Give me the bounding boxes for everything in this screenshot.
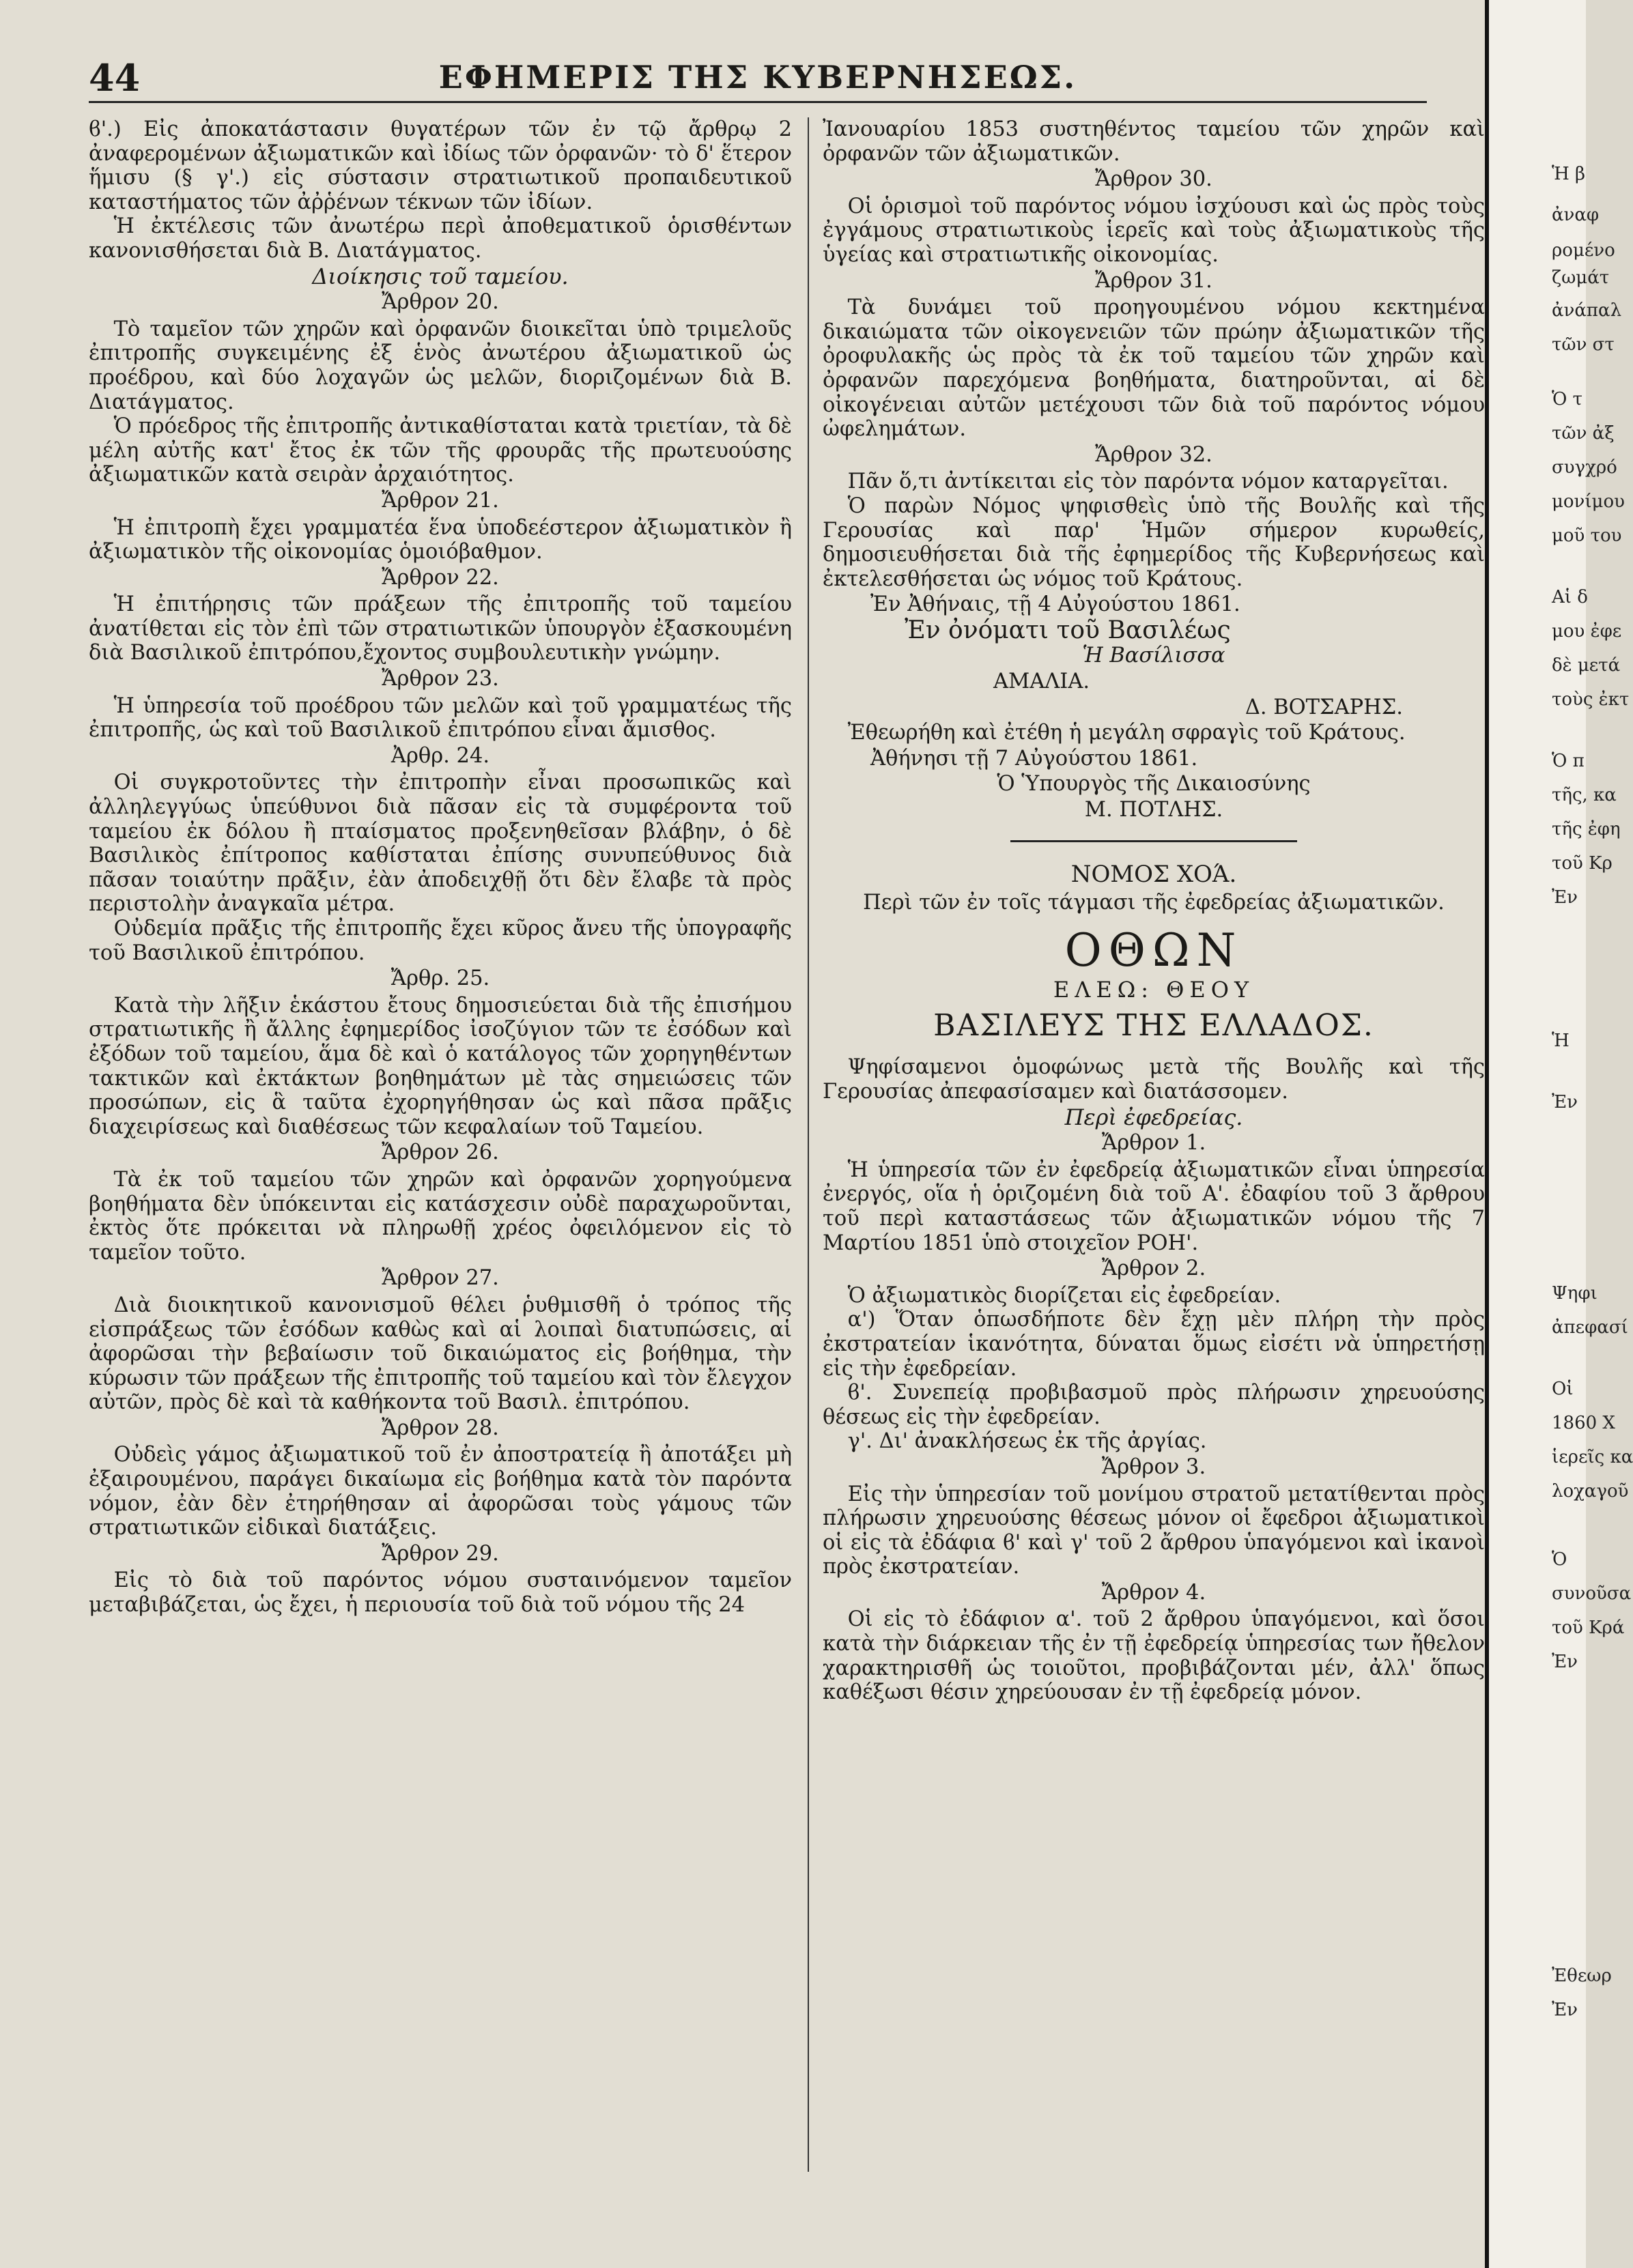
edge-fragment: ἀναφ (1552, 205, 1600, 225)
article-heading: Ἄρθρον 20. (382, 290, 499, 315)
paragraph: Ἡ ὑπηρεσία τῶν ἐν ἐφεδρείᾳ ἀξιωματικῶν εἶναι ὑπηρεσία ἐνεργός, οἵα ἡ ὁριζομένη διὰ τοῦ Α'. ἐδαφίου τοῦ 3 ἄρθρου τοῦ περὶ καταστάσεως τῶν ἀξιωματικῶν νόμου τῆς 7 Μαρτίου 1851 ὑπὸ στοιχεῖον ΡΟΗ'. (823, 1158, 1485, 1255)
law-title: Περὶ τῶν ἐν τοῖς τάγμασι τῆς ἐφεδρείας ἀξιωματικῶν. (863, 891, 1445, 915)
edge-fragment: ἀπεφασί (1552, 1317, 1628, 1338)
edge-fragment: Ὁ (1552, 1549, 1567, 1570)
paragraph: Τὰ δυνάμει τοῦ προηγουμένου νόμου κεκτημένα δικαιώματα τῶν οἰκογενειῶν τῶν πρώην ἀξιωματικῶν τῆς ὀροφυλακῆς ὡς πρὸς τὰ ἐκ τοῦ ταμείου τῶν χηρῶν καὶ ὀρφανῶν παρεχόμενα βοηθήματα, διατηροῦνται, αἱ δὲ οἰκογένειαι αὐτῶν μετέχουσι τῶν διὰ τοῦ παρόντος νόμου ὠφελημάτων. (823, 296, 1485, 442)
paragraph: Ψηφίσαμενοι ὁμοφώνως μετὰ τῆς Βουλῆς καὶ τῆς Γερουσίας ἀπεφασίσαμεν καὶ διατάσσομεν. (823, 1055, 1485, 1104)
article-heading: Ἄρθρον 30. (1095, 167, 1212, 192)
paragraph: γ'. Δι' ἀνακλήσεως ἐκ τῆς ἀργίας. (847, 1429, 1207, 1454)
date-line: Ἀθήνησι τῇ 7 Αὐγούστου 1861. (870, 746, 1198, 771)
seal-note: Ἐθεωρήθη καὶ ἐτέθη ἡ μεγάλη σφραγὶς τοῦ Κράτους. (847, 721, 1406, 745)
paragraph: Οὐδεμία πρᾶξις τῆς ἐπιτροπῆς ἔχει κῦρος ἄνευ τῆς ὑπογραφῆς τοῦ Βασιλικοῦ ἐπιτρόπου. (89, 917, 792, 965)
edge-fragment: 1860 Χ (1552, 1413, 1615, 1433)
paragraph: Ἰανουαρίου 1853 συστηθέντος ταμείου τῶν χηρῶν καὶ ὀρφανῶν τῶν ἀξιωματικῶν. (823, 117, 1485, 166)
edge-fragment: Ψηφι (1552, 1283, 1598, 1304)
paragraph: Τὸ ταμεῖον τῶν χηρῶν καὶ ὀρφανῶν διοικεῖται ὑπὸ τριμελοῦς ἐπιτροπῆς συγκειμένης ἐξ ἑνὸς ἀνωτέρου ἀξιωματικοῦ ὡς προέδρου, καὶ δύο λοχαγῶν ὡς μελῶν, διοριζομένων διὰ Β. Διατάγματος. (89, 317, 792, 414)
date-line: Ἐν Ἀθήναις, τῇ 4 Αὐγούστου 1861. (870, 592, 1240, 617)
edge-fragment: ἱερεῖς κα (1552, 1447, 1633, 1467)
king-title: ΒΑΣΙΛΕΥΣ ΤΗΣ ΕΛΛΑΔΟΣ. (933, 1008, 1374, 1044)
section-rule (1010, 840, 1297, 842)
edge-fragment: τῆς, κα (1552, 785, 1617, 805)
article-heading: Ἄρθρον 22. (382, 565, 499, 590)
paragraph: Κατὰ τὴν λῆξιν ἑκάστου ἔτους δημοσιεύεται διὰ τῆς ἐπισήμου στρατιωτικῆς ἢ ἄλλης ἐφημερίδος ἰσοζύγιον τῶν τε ἐσόδων καὶ ἐξόδων τοῦ ταμείου, ἅμα δὲ καὶ ὁ κατάλογος τῶν χορηγηθέντων τακτικῶν καὶ ἐκτάκτων βοηθημάτων μὲ τὰς σημειώσεις τῶν προσώπων, εἰς ἃ ταῦτα ἐχορηγήθησαν ὡς καὶ πᾶσα πρᾶξις διαχειρίσεως καὶ διαθέσεως τῶν κεφαλαίων τοῦ Ταμείου. (89, 993, 792, 1139)
edge-fragment: συνοῦσα (1552, 1583, 1632, 1604)
edge-fragment: τῶν στ (1552, 334, 1615, 355)
edge-fragment: τῶν ἀξ (1552, 423, 1615, 444)
header-rule (89, 101, 1427, 103)
edge-fragment: Ἡ β (1552, 164, 1586, 184)
signature-heading: Ἐν ὀνόματι τοῦ Βασιλέως (905, 616, 1231, 644)
edge-fragment: τῆς ἐφη (1552, 819, 1621, 839)
adjacent-page-edge (1485, 0, 1633, 2268)
paragraph: Ὁ ἀξιωματικὸς διορίζεται εἰς ἐφεδρείαν. (847, 1283, 1281, 1308)
paragraph: Ἡ ἐκτέλεσις τῶν ἀνωτέρω περὶ ἀποθεματικοῦ ὁρισθέντων κανονισθήσεται διὰ Β. Διατάγματος. (89, 214, 792, 263)
article-heading: Ἄρθρον 31. (1095, 268, 1212, 293)
edge-fragment: τοῦ Κρά (1552, 1618, 1625, 1638)
edge-fragment: δὲ μετά (1552, 655, 1621, 676)
newspaper-title: ΕΦΗΜΕΡΙΣ ΤΗΣ ΚΥΒΕΡΝΗΣΕΩΣ. (438, 59, 1077, 96)
paragraph: Τὰ ἐκ τοῦ ταμείου τῶν χηρῶν καὶ ὀρφανῶν χορηγούμενα βοηθήματα δὲν ὑπόκεινται εἰς κατάσχεσιν οὐδὲ παραχωροῦνται, ἐκτὸς ὅτε πρόκειται νὰ πληρωθῇ χρέος ὀφειλόμενον εἰς τὸ ταμεῖον τοῦτο. (89, 1167, 792, 1265)
article-heading: Ἄρθρον 29. (382, 1541, 499, 1566)
article-heading: Ἄρθρον 3. (1101, 1454, 1206, 1479)
article-heading: Ἄρθρον 1. (1101, 1131, 1206, 1155)
article-heading: Ἄρθρον 4. (1101, 1580, 1206, 1605)
edge-fragment: τοὺς ἐκτ (1552, 689, 1630, 710)
edge-fragment: λοχαγοῦ (1552, 1481, 1629, 1502)
paragraph: ϐ'. Συνεπείᾳ προβιβασμοῦ πρὸς πλήρωσιν χηρευούσης θέσεως εἰς τὴν ἐφεδρείαν. (823, 1381, 1485, 1429)
edge-fragment: Ἐν (1552, 1652, 1578, 1672)
article-heading: Ἄρθρον 32. (1095, 442, 1212, 467)
edge-fragment: ρομένο (1552, 240, 1615, 261)
left-column (89, 117, 792, 1618)
paragraph: Οἱ εἰς τὸ ἐδάφιον α'. τοῦ 2 ἄρθρου ὑπαγόμενοι, καὶ ὅσοι κατὰ τὴν διάρκειαν τῆς ἐν τῇ ἐφεδρείᾳ ὑπηρεσίας των ἤθελον χαρακτηρισθῆ ὡς τοιοῦτοι, προβιβάζονται μέν, ἀλλ' ὅπως καθέξωσι θέσιν χηρεύουσαν ἐν τῇ ἐφεδρείᾳ μόνον. (823, 1607, 1485, 1705)
law-number: ΝΟΜΟΣ ΧΟΆ. (1070, 860, 1237, 888)
edge-fragment: Ὁ τ (1552, 389, 1582, 410)
article-heading: Ἄρθρον 21. (382, 488, 499, 513)
paragraph: Οἱ ὁρισμοὶ τοῦ παρόντος νόμου ἰσχύουσι καὶ ὡς πρὸς τοὺς ἐγγάμους στρατιωτικοὺς ἱερεῖς καὶ τοὺς ἀξιωματικοὺς τῆς ὑγείας καὶ στρατιωτικῆς οἰκονομίας. (823, 194, 1485, 267)
edge-fragment: ζωμάτ (1552, 268, 1610, 288)
section-heading: Περὶ ἐφεδρείας. (1064, 1104, 1243, 1130)
right-column (823, 117, 1485, 1705)
paragraph: Οἱ συγκροτοῦντες τὴν ἐπιτροπὴν εἶναι προσωπικῶς καὶ ἀλληλεγγύως ὑπεύθυνοι διὰ πᾶσαν εἰς τὰ συμφέροντα τοῦ ταμείου ἐκ δόλου ἢ πταίσματος προξενηθεῖσαν βλάβην, ὁ δὲ Βασιλικὸς ἐπίτροπος καθίσταται ἐπίσης συνυπεύθυνος διὰ πᾶσαν τοιαύτην πρᾶξιν, ἐὰν ἀποδειχθῇ ὅτι δὲν ἔλαβε τὰ πρὸς περιστολὴν ἀναγκαῖα μέτρα. (89, 771, 792, 917)
edge-fragment: ἀνάπαλ (1552, 300, 1622, 321)
edge-fragment: συγχρό (1552, 457, 1617, 478)
article-heading: Ἄρθρον 2. (1101, 1257, 1206, 1281)
article-heading: Ἄρθρον 27. (382, 1266, 499, 1291)
king-name: ΟΘΩΝ (1064, 923, 1243, 977)
edge-fragment: Ὁ π (1552, 751, 1585, 771)
edge-fragment: τοῦ Κρ (1552, 853, 1613, 874)
article-heading: Ἄρθρον 23. (382, 667, 499, 691)
paragraph: Ἡ ἐπιτροπὴ ἔχει γραμματέα ἕνα ὑποδεέστερον ἀξιωματικὸν ἢ ἀξιωματικὸν τῆς οἰκονομίας ὁμοιόβαθμον. (89, 515, 792, 564)
edge-fragment: μοῦ του (1552, 526, 1622, 546)
column-divider (808, 117, 809, 2172)
paragraph: Διὰ διοικητικοῦ κανονισμοῦ θέλει ῥυθμισθῆ ὁ τρόπος τῆς εἰσπράξεως τῶν ἐσόδων καθὼς καὶ αἱ λοιπαὶ διατυπώσεις, αἱ ἀφορῶσαι τὴν βεβαίωσιν τοῦ δικαιώματος εἰς βοήθημα, τὴν κύρωσιν τῶν πράξεων τῆς ἐπιτροπῆς τοῦ ταμείου καὶ τὸν ἔλεγχον αὐτῶν, πρὸς δὲ καὶ τὰ καθήκοντα τοῦ Βασιλ. ἐπιτρόπου. (89, 1293, 792, 1415)
article-heading: Ἀρθρ. 24. (390, 743, 490, 768)
paragraph: ϐ'.) Εἰς ἀποκατάστασιν θυγατέρων τῶν ἐν τῷ ἄρθρῳ 2 ἀναφερομένων ἀξιωματικῶν καὶ ἰδίως τῶν ὀρφανῶν· τὸ δ' ἕτερον ἥμισυ (§ γ'.) εἰς σύστασιν στρατιωτικοῦ προπαιδευτικοῦ καταστήματος τῶν ἀῤῥένων τέκνων τῶν ἰδίων. (89, 117, 792, 214)
edge-fragment: Οἱ (1552, 1379, 1574, 1399)
queen-title: Ἡ Βασίλισσα (1082, 644, 1225, 668)
edge-fragment: μου ἐφε (1552, 621, 1622, 642)
edge-fragment: Ἡ (1552, 1031, 1570, 1051)
article-heading: Ἄρθρον 28. (382, 1416, 499, 1440)
paragraph: Ὁ παρὼν Νόμος ψηφισθεὶς ὑπὸ τῆς Βουλῆς καὶ τῆς Γερουσίας καὶ παρ' Ἡμῶν σήμερον κυρωθείς, δημοσιευθήσεται διὰ τῆς ἐφημερίδος τῆς Κυβερνήσεως καὶ ἐκτελεσθήσεται ὡς νόμος τοῦ Κράτους. (823, 493, 1485, 591)
page-number: 44 (89, 56, 141, 100)
paragraph: Ἡ ὑπηρεσία τοῦ προέδρου τῶν μελῶν καὶ τοῦ γραμματέως τῆς ἐπιτροπῆς, ὡς καὶ τοῦ Βασιλικοῦ ἐπιτρόπου εἶναι ἄμισθος. (89, 693, 792, 743)
edge-fragment: Ἐν (1552, 2000, 1578, 2020)
paragraph: Εἰς τὸ διὰ τοῦ παρόντος νόμου συσταινόμενον ταμεῖον μεταβιβάζεται, ὡς ἔχει, ἡ περιουσία τοῦ διὰ τοῦ νόμου τῆς 24 (89, 1568, 792, 1618)
paragraph: Εἰς τὴν ὑπηρεσίαν τοῦ μονίμου στρατοῦ μετατίθενται πρὸς πλήρωσιν χηρευούσης θέσεως μόνον οἱ ἔφεδροι ἀξιωματικοὶ οἱ εἰς τὰ ἐδάφια ϐ' καὶ γ' τοῦ 2 ἄρθρου ὑπαγόμενοι καὶ ἱκανοὶ πρὸς ἐκστρατείαν. (823, 1482, 1485, 1579)
section-heading: Διοίκησις τοῦ ταμείου. (312, 263, 569, 289)
paragraph: Οὐδεὶς γάμος ἀξιωματικοῦ τοῦ ἐν ἀποστρατείᾳ ἢ ἀποτάξει μὴ ἐξαιρουμένου, παράγει δικαίωμα εἰς βοήθημα κατὰ τὸν παρόντα νόμον, ἐὰν δὲν ἐτηρήθησαν αἱ ἀφορῶσαι τοὺς γάμους τῶν στρατιωτικῶν εἰδικαὶ διατάξεις. (89, 1443, 792, 1540)
paragraph: α') Ὅταν ὁπωσδήποτε δὲν ἔχῃ μὲν πλήρη τὴν πρὸς ἐκστρατείαν ἱκανότητα, δύναται ὅμως εἰσέτι νὰ ὑπηρετήσῃ εἰς τὴν ἐφεδρείαν. (823, 1308, 1485, 1381)
paragraph: Ἡ ἐπιτήρησις τῶν πράξεων τῆς ἐπιτροπῆς τοῦ ταμείου ἀνατίθεται εἰς τὸν ἐπὶ τῶν στρατιωτικῶν ὑπουργὸν ἐξασκουμένη διὰ Βασιλικοῦ ἐπιτρόπου,ἔχοντος συμβουλευτικὴν γνώμην. (89, 592, 792, 665)
page-header (82, 49, 1434, 104)
minister-title: Ὁ Ὑπουργὸς τῆς Δικαιοσύνης (997, 772, 1311, 796)
edge-fragment: Αἱ δ (1552, 587, 1588, 607)
by-grace-of-god: ΕΛΕΩ: ΘΕΟΥ (1053, 976, 1255, 1003)
minister-name: Μ. ΠΟΤΛΗΣ. (1084, 798, 1223, 822)
signatory-name: Δ. ΒΟΤΣΑΡΗΣ. (1245, 695, 1403, 719)
edge-fragment: μονίμου (1552, 491, 1625, 512)
article-heading: Ἄρθρον 26. (382, 1140, 499, 1165)
edge-fragment: Ἐθεωρ (1552, 1966, 1612, 1986)
edge-fragment: Ἐν (1552, 1092, 1578, 1113)
queen-name: ΑΜΑΛΙΑ. (993, 670, 1090, 694)
article-heading: Ἄρθρ. 25. (390, 966, 490, 991)
paragraph: Ὁ πρόεδρος τῆς ἐπιτροπῆς ἀντικαθίσταται κατὰ τριετίαν, τὰ δὲ μέλη αὐτῆς κατ' ἔτος ἐκ τῶν τῆς φρουρᾶς τῆς πρωτευούσης ἀξιωματικῶν κατὰ σειρὰν ἀρχαιότητος. (89, 414, 792, 487)
paragraph: Πᾶν ὅ,τι ἀντίκειται εἰς τὸν παρόντα νόμον καταργεῖται. (847, 470, 1449, 494)
edge-fragment: Ἐν (1552, 887, 1578, 908)
